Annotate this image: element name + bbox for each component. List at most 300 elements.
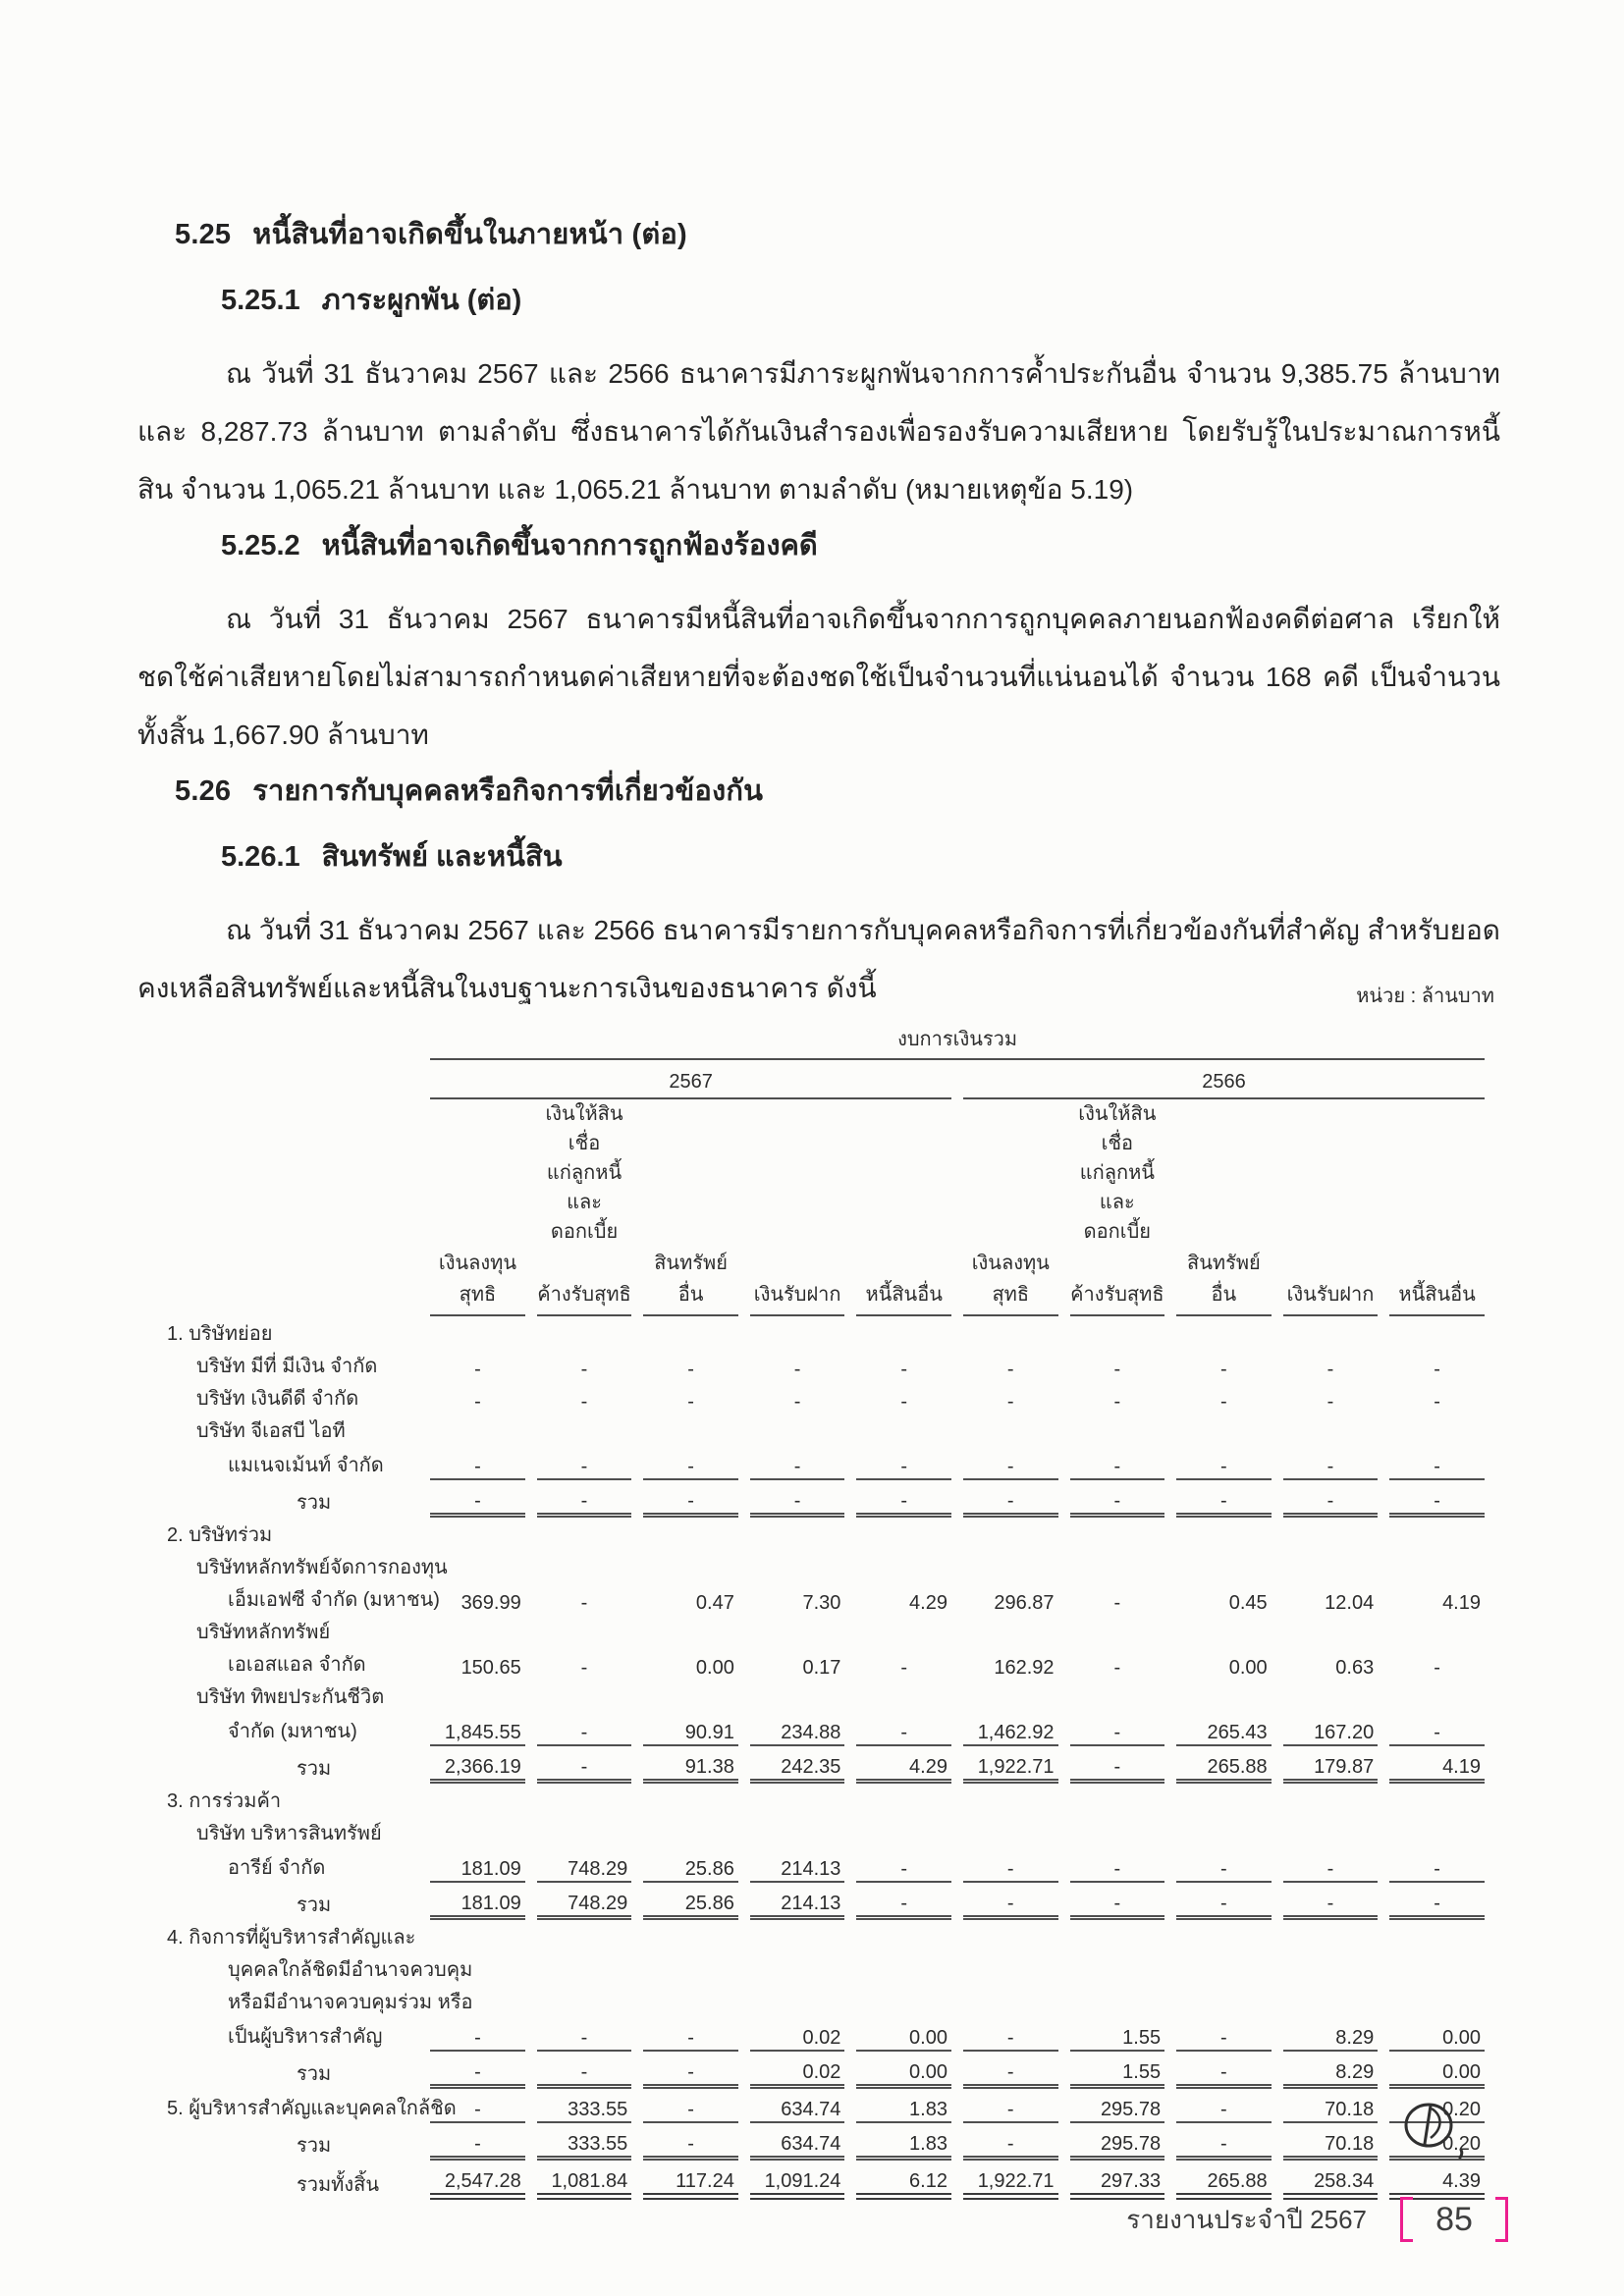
- paragraph-5-25-1: ณ วันที่ 31 ธันวาคม 2567 และ 2566 ธนาคารมีภาระผูกพันจากการค้ำประกันอื่น จำนวน 9,385.75 ล้านบาท และ 8,287.73 ล้านบาท ตามลำดับ ซึ่งธนาคารได้กันเงินสำรองเพื่อรองรับความเสียหาย โดยรับรู้ในประมาณการหนี้สิน จำนวน 1,065.21 ล้านบาท และ 1,065.21 ล้านบาท ตามลำดับ (หมายเหตุข้อ 5.19): [137, 358, 1500, 505]
- cell-value: 214.13: [750, 1848, 845, 1883]
- cell-value: -: [1283, 1883, 1379, 1920]
- table-row: [167, 1784, 1485, 1816]
- cell-value: [537, 1952, 632, 1985]
- cell-value: 1.55: [1070, 2052, 1165, 2089]
- cell-value: -: [474, 1391, 481, 1413]
- cell-value: -: [963, 2052, 1058, 2089]
- section-5-26-1-heading: [221, 833, 1500, 879]
- cell-value: [1389, 1816, 1485, 1848]
- cell-value: 0.20: [1389, 2089, 1485, 2123]
- consolidated-header: งบการเงินรวม: [430, 1021, 1485, 1060]
- cell-value: [1283, 1816, 1379, 1848]
- related-party-balances-table: [155, 1021, 1496, 2200]
- cell-value: 12.04: [1325, 1592, 1375, 1614]
- cell-value: 333.55: [537, 2089, 632, 2123]
- row-label: รวม: [297, 1492, 332, 1514]
- text-content: [137, 211, 1500, 1021]
- cell-value: -: [580, 1391, 588, 1413]
- cell-value: 1,462.92: [963, 1712, 1058, 1746]
- cell-value: 0.20: [1389, 2123, 1485, 2161]
- cell-value: [1283, 1680, 1379, 1712]
- cell-value: [1389, 1784, 1485, 1816]
- cell-value: [1389, 1518, 1485, 1550]
- cell-value: 265.43: [1176, 1712, 1272, 1746]
- cell-value: -: [750, 1480, 845, 1518]
- cell-value: -: [900, 1657, 908, 1679]
- section-number: 5.26.1: [221, 841, 300, 873]
- table-row: [167, 1381, 1485, 1414]
- cell-value: [1176, 1920, 1272, 1952]
- cell-value: [643, 1920, 738, 1952]
- page-footer: [1126, 2197, 1508, 2242]
- cell-value: 70.18: [1283, 2089, 1379, 2123]
- cell-value: [643, 1952, 738, 1985]
- row-label: เอ็มเอฟซี จำกัด (มหาชน): [228, 1589, 440, 1611]
- cell-value: -: [643, 2052, 738, 2089]
- cell-value: -: [1006, 1391, 1014, 1413]
- cell-value: [750, 1784, 845, 1816]
- page-number-frame: [1400, 2197, 1508, 2242]
- cell-value: -: [537, 2052, 632, 2089]
- cell-value: [430, 1414, 525, 1446]
- cell-value: 181.09: [430, 1848, 525, 1883]
- section-number: 5.25: [175, 219, 232, 250]
- cell-value: [1283, 1550, 1379, 1582]
- row-label: แมเนจเม้นท์ จำกัด: [228, 1455, 384, 1476]
- cell-value: 8.29: [1283, 2017, 1379, 2052]
- cell-value: -: [1176, 2017, 1272, 2052]
- row-label: บริษัทหลักทรัพย์: [196, 1622, 331, 1643]
- cell-value: [1070, 1550, 1165, 1582]
- cell-value: [430, 1518, 525, 1550]
- cell-value: [430, 1784, 525, 1816]
- cell-value: -: [1389, 1480, 1485, 1518]
- table-row: [167, 1985, 1485, 2017]
- row-label: 4. กิจการที่ผู้บริหารสำคัญและ: [167, 1927, 416, 1949]
- cell-value: -: [963, 1446, 1058, 1480]
- related-party-table-body: [167, 1316, 1485, 2200]
- cell-value: [856, 1680, 951, 1712]
- cell-value: [1283, 1784, 1379, 1816]
- page-bracket-left-icon: [1400, 2197, 1413, 2242]
- section-title: หนี้สินที่อาจเกิดขึ้นจากการถูกฟ้องร้องคดี: [321, 530, 818, 561]
- cell-value: 4.19: [1442, 1592, 1481, 1614]
- cell-value: 0.00: [856, 2017, 951, 2052]
- cell-value: 1.83: [856, 2089, 951, 2123]
- cell-value: 1,922.71: [963, 1746, 1058, 1784]
- year-header-row: [167, 1060, 1485, 1099]
- row-label: รวม: [297, 1895, 332, 1916]
- cell-value: [1283, 1985, 1379, 2017]
- page-bracket-right-icon: [1495, 2197, 1508, 2242]
- section-5-26-heading: [175, 768, 1500, 813]
- cell-value: 0.02: [750, 2017, 845, 2052]
- loan-subheader-2566: เงินให้สินเชื่อ แก่ลูกหนี้และ ดอกเบี้ย: [1078, 1103, 1157, 1243]
- cell-value: 1,081.84: [537, 2161, 632, 2200]
- section-number: 5.26: [175, 775, 232, 807]
- cell-value: -: [856, 1848, 951, 1883]
- row-label: บริษัท บริหารสินทรัพย์: [196, 1823, 382, 1844]
- row-label: รวมทั้งสิ้น: [297, 2174, 379, 2196]
- cell-value: -: [643, 2089, 738, 2123]
- cell-value: -: [687, 1391, 694, 1413]
- table-row: [167, 1550, 1485, 1582]
- loan-subheader-row: [167, 1099, 1485, 1247]
- row-label: บริษัท เงินดีดี จำกัด: [196, 1388, 359, 1410]
- cell-value: [1283, 1615, 1379, 1647]
- cell-value: -: [856, 1480, 951, 1518]
- cell-value: [1389, 1316, 1485, 1349]
- section-title: ภาระผูกพัน (ต่อ): [321, 285, 522, 316]
- cell-value: [1070, 1518, 1165, 1550]
- cell-value: [430, 1615, 525, 1647]
- cell-value: 150.65: [460, 1657, 521, 1679]
- cell-value: [1389, 1985, 1485, 2017]
- paragraph-5-26-1: ณ วันที่ 31 ธันวาคม 2567 และ 2566 ธนาคารมีรายการกับบุคคลหรือกิจการที่เกี่ยวข้องกันที่สำคัญ สำหรับยอดคงเหลือสินทรัพย์และหนี้สินในงบฐานะการเงินของธนาคาร ดังนี้: [137, 915, 1500, 1003]
- table-row: [167, 2017, 1485, 2052]
- row-label: 5. ผู้บริหารสำคัญและบุคคลใกล้ชิด: [167, 2098, 457, 2119]
- column-header: ค้างรับสุทธิ: [1070, 1247, 1165, 1316]
- cell-value: -: [580, 1657, 588, 1679]
- cell-value: [430, 1316, 525, 1349]
- cell-value: 0.17: [802, 1657, 841, 1679]
- section-number: 5.25.2: [221, 530, 300, 561]
- cell-value: [750, 1816, 845, 1848]
- cell-value: [1070, 1680, 1165, 1712]
- cell-value: -: [1113, 1592, 1121, 1614]
- cell-value: [856, 1550, 951, 1582]
- row-label: บริษัท จีเอสบี ไอที: [196, 1420, 346, 1442]
- cell-value: [1389, 1615, 1485, 1647]
- column-header: เงินรับฝาก: [1283, 1247, 1379, 1316]
- cell-value: 4.29: [856, 1746, 951, 1784]
- cell-value: -: [580, 1592, 588, 1614]
- cell-value: 634.74: [750, 2123, 845, 2161]
- column-header: เงินลงทุนสุทธิ: [430, 1247, 525, 1316]
- cell-value: -: [1176, 2089, 1272, 2123]
- cell-value: [643, 1615, 738, 1647]
- cell-value: 295.78: [1070, 2089, 1165, 2123]
- table-row: [167, 2089, 1485, 2123]
- cell-value: 258.34: [1283, 2161, 1379, 2200]
- cell-value: -: [430, 2089, 525, 2123]
- cell-value: [856, 1316, 951, 1349]
- table-row: [167, 1582, 1485, 1615]
- cell-value: [750, 1952, 845, 1985]
- cell-value: [963, 1952, 1058, 1985]
- cell-value: [856, 1920, 951, 1952]
- cell-value: [1389, 1680, 1485, 1712]
- cell-value: [1176, 1816, 1272, 1848]
- column-header: ค้างรับสุทธิ: [537, 1247, 632, 1316]
- cell-value: [750, 1316, 845, 1349]
- cell-value: 265.88: [1176, 2161, 1272, 2200]
- row-label: บริษัท ทิพยประกันชีวิต: [196, 1686, 385, 1708]
- table-row: [167, 1883, 1485, 1920]
- cell-value: -: [1176, 1883, 1272, 1920]
- cell-value: 4.19: [1389, 1746, 1485, 1784]
- cell-value: [856, 1952, 951, 1985]
- cell-value: 25.86: [643, 1883, 738, 1920]
- cell-value: 6.12: [856, 2161, 951, 2200]
- section-number: 5.25.1: [221, 285, 300, 316]
- cell-value: [750, 1615, 845, 1647]
- row-label: เป็นผู้บริหารสำคัญ: [228, 2026, 383, 2048]
- cell-value: 296.87: [994, 1592, 1055, 1614]
- cell-value: 333.55: [537, 2123, 632, 2161]
- cell-value: [963, 1920, 1058, 1952]
- cell-value: -: [963, 2017, 1058, 2052]
- cell-value: [856, 1414, 951, 1446]
- cell-value: 297.33: [1070, 2161, 1165, 2200]
- cell-value: [963, 1518, 1058, 1550]
- cell-value: -: [856, 1446, 951, 1480]
- cell-value: -: [1389, 1446, 1485, 1480]
- cell-value: 2,366.19: [430, 1746, 525, 1784]
- row-label: จำกัด (มหาชน): [228, 1721, 357, 1742]
- cell-value: -: [793, 1391, 801, 1413]
- cell-value: [750, 1680, 845, 1712]
- cell-value: -: [1070, 1712, 1165, 1746]
- cell-value: -: [1283, 1480, 1379, 1518]
- column-header: สินทรัพย์อื่น: [643, 1247, 738, 1316]
- cell-value: [1176, 1550, 1272, 1582]
- cell-value: -: [1389, 1848, 1485, 1883]
- cell-value: -: [1070, 1883, 1165, 1920]
- cell-value: [1283, 1920, 1379, 1952]
- cell-value: [1283, 1952, 1379, 1985]
- cell-value: -: [793, 1359, 801, 1380]
- cell-value: [1389, 1414, 1485, 1446]
- row-label: บริษัท มีที่ มีเงิน จำกัด: [196, 1356, 378, 1377]
- cell-value: -: [1070, 1480, 1165, 1518]
- table-row: [167, 1746, 1485, 1784]
- section-5-25-2-heading: [221, 522, 1500, 567]
- section-title: หนี้สินที่อาจเกิดขึ้นในภายหน้า (ต่อ): [252, 219, 687, 250]
- cell-value: -: [430, 1480, 525, 1518]
- cell-value: [1176, 1985, 1272, 2017]
- cell-value: [856, 1518, 951, 1550]
- cell-value: 1.83: [856, 2123, 951, 2161]
- cell-value: -: [430, 2123, 525, 2161]
- row-label: เอเอสแอล จำกัด: [228, 1654, 366, 1676]
- table-row: [167, 1680, 1485, 1712]
- cell-value: 0.45: [1228, 1592, 1268, 1614]
- table-row: [167, 1952, 1485, 1985]
- table-row: [167, 1414, 1485, 1446]
- cell-value: -: [963, 1883, 1058, 1920]
- unit-label: หน่วย : ล้านบาท: [1356, 986, 1494, 1007]
- column-header: หนี้สินอื่น: [1389, 1247, 1485, 1316]
- column-header: สินทรัพย์อื่น: [1176, 1247, 1272, 1316]
- cell-value: 0.00: [1389, 2017, 1485, 2052]
- cell-value: [963, 1816, 1058, 1848]
- cell-value: 1,845.55: [430, 1712, 525, 1746]
- table-row: [167, 1615, 1485, 1647]
- cell-value: -: [1113, 1359, 1121, 1380]
- cell-value: 8.29: [1283, 2052, 1379, 2089]
- cell-value: [537, 1615, 632, 1647]
- cell-value: [1176, 1518, 1272, 1550]
- cell-value: [643, 1550, 738, 1582]
- cell-value: -: [687, 1359, 694, 1380]
- cell-value: 4.39: [1389, 2161, 1485, 2200]
- cell-value: [537, 1550, 632, 1582]
- cell-value: [963, 1985, 1058, 2017]
- cell-value: -: [1283, 1848, 1379, 1883]
- cell-value: -: [963, 1848, 1058, 1883]
- row-label: 2. บริษัทร่วม: [167, 1524, 273, 1546]
- row-label: บริษัทหลักทรัพย์จัดการกองทุน: [196, 1557, 448, 1578]
- cell-value: [1070, 1816, 1165, 1848]
- table-header-rows: [167, 1021, 1485, 1316]
- cell-value: 25.86: [643, 1848, 738, 1883]
- cell-value: -: [430, 2017, 525, 2052]
- cell-value: [1389, 1952, 1485, 1985]
- cell-value: [537, 1316, 632, 1349]
- cell-value: 0.47: [695, 1592, 734, 1614]
- cell-value: -: [537, 2017, 632, 2052]
- cell-value: -: [1176, 1848, 1272, 1883]
- cell-value: 7.30: [802, 1592, 841, 1614]
- cell-value: 234.88: [750, 1712, 845, 1746]
- cell-value: -: [856, 1883, 951, 1920]
- handwritten-initial-mark: [1402, 2099, 1471, 2162]
- cell-value: 4.29: [909, 1592, 947, 1614]
- table-row: [167, 1480, 1485, 1518]
- cell-value: -: [537, 1480, 632, 1518]
- cell-value: -: [1434, 1657, 1440, 1679]
- page-number: 85: [1435, 2200, 1473, 2238]
- cell-value: [537, 1784, 632, 1816]
- table-row: [167, 1647, 1485, 1680]
- cell-value: [1176, 1615, 1272, 1647]
- report-title: รายงานประจำปี 2567: [1126, 2204, 1367, 2234]
- cell-value: 0.00: [856, 2052, 951, 2089]
- cell-value: [750, 1985, 845, 2017]
- table-row: [167, 1518, 1485, 1550]
- cell-value: -: [1176, 2123, 1272, 2161]
- cell-value: [963, 1316, 1058, 1349]
- table-row: [167, 1920, 1485, 1952]
- cell-value: 2,547.28: [430, 2161, 525, 2200]
- cell-value: -: [963, 2089, 1058, 2123]
- cell-value: -: [900, 1359, 908, 1380]
- cell-value: [963, 1615, 1058, 1647]
- table-row: [167, 2123, 1485, 2161]
- cell-value: 0.00: [1389, 2052, 1485, 2089]
- cell-value: [750, 1550, 845, 1582]
- table-row: [167, 1712, 1485, 1746]
- cell-value: -: [643, 1480, 738, 1518]
- table-row: [167, 2161, 1485, 2200]
- section-5-25-heading: [175, 211, 1500, 256]
- row-label: รวม: [297, 2135, 332, 2157]
- cell-value: [856, 1985, 951, 2017]
- cell-value: 748.29: [537, 1848, 632, 1883]
- cell-value: 265.88: [1176, 1746, 1272, 1784]
- column-header: หนี้สินอื่น: [856, 1247, 951, 1316]
- cell-value: [643, 1414, 738, 1446]
- cell-value: -: [1070, 1848, 1165, 1883]
- cell-value: [1070, 1414, 1165, 1446]
- column-header-row: [167, 1247, 1485, 1316]
- cell-value: [963, 1784, 1058, 1816]
- table-row: [167, 2052, 1485, 2089]
- year-2566-header: 2566: [963, 1060, 1485, 1099]
- cell-value: [537, 1985, 632, 2017]
- year-2567-header: 2567: [430, 1060, 951, 1099]
- cell-value: [1283, 1316, 1379, 1349]
- cell-value: [1070, 1784, 1165, 1816]
- cell-value: 1,091.24: [750, 2161, 845, 2200]
- cell-value: 70.18: [1283, 2123, 1379, 2161]
- group-header-row: [167, 1021, 1485, 1060]
- cell-value: -: [580, 1359, 588, 1380]
- cell-value: -: [1176, 1446, 1272, 1480]
- cell-value: -: [1176, 1480, 1272, 1518]
- cell-value: [1176, 1414, 1272, 1446]
- row-label: อารีย์ จำกัด: [228, 1857, 326, 1879]
- cell-value: 1,922.71: [963, 2161, 1058, 2200]
- cell-value: [1070, 1316, 1165, 1349]
- cell-value: 179.87: [1283, 1746, 1379, 1784]
- cell-value: [1070, 1615, 1165, 1647]
- cell-value: -: [1389, 1712, 1485, 1746]
- cell-value: 0.00: [1228, 1657, 1268, 1679]
- cell-value: [963, 1550, 1058, 1582]
- cell-value: -: [1006, 1359, 1014, 1380]
- cell-value: [1283, 1414, 1379, 1446]
- cell-value: -: [1220, 1391, 1227, 1413]
- cell-value: -: [963, 1480, 1058, 1518]
- cell-value: -: [1070, 1746, 1165, 1784]
- loan-subheader-2567: เงินให้สินเชื่อ แก่ลูกหนี้และ ดอกเบี้ย: [545, 1103, 623, 1243]
- cell-value: [856, 1816, 951, 1848]
- cell-value: [1070, 1985, 1165, 2017]
- cell-value: -: [1434, 1359, 1440, 1380]
- row-label: บุคคลใกล้ชิดมีอำนาจควบคุม: [228, 1959, 473, 1981]
- table-row: [167, 1816, 1485, 1848]
- cell-value: -: [1326, 1391, 1334, 1413]
- cell-value: [750, 1920, 845, 1952]
- cell-value: 0.63: [1335, 1657, 1375, 1679]
- cell-value: -: [750, 1446, 845, 1480]
- cell-value: [1283, 1518, 1379, 1550]
- cell-value: -: [643, 2123, 738, 2161]
- cell-value: 0.00: [695, 1657, 734, 1679]
- cell-value: -: [1326, 1359, 1334, 1380]
- cell-value: [430, 1920, 525, 1952]
- cell-value: -: [1220, 1359, 1227, 1380]
- cell-value: 295.78: [1070, 2123, 1165, 2161]
- section-title: สินทรัพย์ และหนี้สิน: [321, 841, 563, 873]
- cell-value: 90.91: [643, 1712, 738, 1746]
- table-row: [167, 1446, 1485, 1480]
- section-title: รายการกับบุคคลหรือกิจการที่เกี่ยวข้องกัน: [252, 775, 764, 807]
- cell-value: [643, 1518, 738, 1550]
- cell-value: [1389, 1550, 1485, 1582]
- cell-value: [643, 1316, 738, 1349]
- cell-value: -: [643, 2017, 738, 2052]
- cell-value: [856, 1615, 951, 1647]
- cell-value: [537, 1920, 632, 1952]
- table-row: [167, 1316, 1485, 1349]
- cell-value: -: [1389, 1883, 1485, 1920]
- cell-value: -: [1283, 1446, 1379, 1480]
- cell-value: -: [643, 1446, 738, 1480]
- cell-value: -: [537, 1746, 632, 1784]
